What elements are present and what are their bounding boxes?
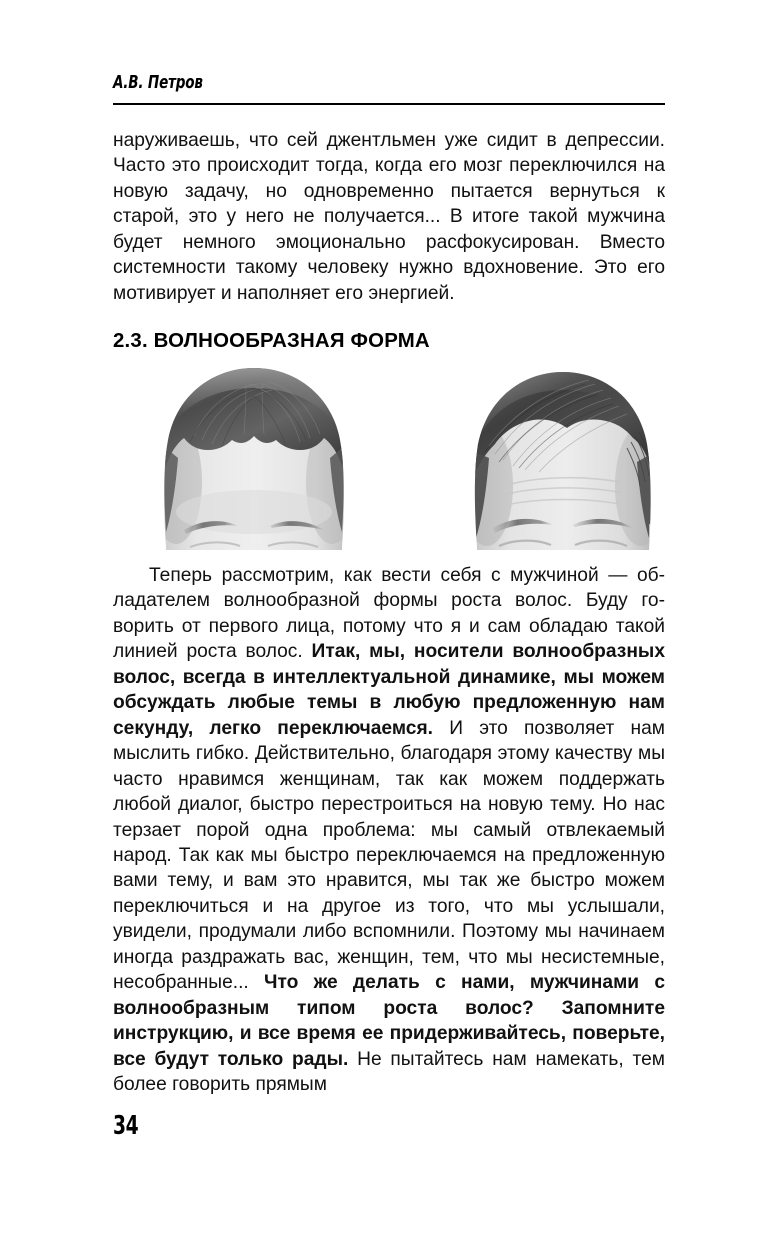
paragraph-main-part2: И это позволяет нам мыслить гибко. Действительно, благодаря этому качеству мы часто нравимся женщинам, так как можем поддержать любой диалог, быстро перестроиться на новую тему. Но нас терзает порой одна проблема: мы самый отвлекаемый народ. Так как мы быстро переключаемся на предложенную вами тему, и вам это нравится, мы так же быстро можем переключиться и на другое из того, что мы услышали, увидели, продумали либо вспомнили. Поэтому мы начинаем иногда раздражать вас, женщин, тем, что мы несистемные, несобранные... bbox=[113, 717, 665, 994]
figure-right-hairline-photo bbox=[455, 362, 667, 550]
folio bbox=[113, 1113, 145, 1139]
running-head-rule bbox=[113, 103, 665, 105]
section-heading: 2.3. ВОЛНООБРАЗНАЯ ФОРМА bbox=[113, 330, 430, 352]
paragraph-continuation: наруживаешь, что сей джентльмен уже сидит в депрессии. Часто это происходит тогда, когда его мозг переключился на новую задачу, но одновременно пытается вернуться к старой, это у него не получается... В итоге такой мужчина будет немного эмоционально расфокусирован. Вместо системности такому человеку нужно вдохновение. Это его мотивирует и наполняет его энергией. bbox=[113, 130, 665, 304]
paragraph-top-block bbox=[113, 128, 665, 306]
paragraph-main-block bbox=[113, 563, 665, 1098]
paragraph-main bbox=[113, 563, 665, 1098]
running-head-author: А.В. Петров bbox=[113, 73, 203, 93]
paragraph-main-bold1: Итак, мы, носители волнообразных волос, всегда в интеллектуальной динамике, мы можем обсуждать любые темы в любую предложенную нам секунду, легко переключаемся. bbox=[113, 641, 665, 739]
figure-left-hairline-photo bbox=[150, 362, 358, 550]
page-number: 34 bbox=[113, 1111, 139, 1141]
paragraph-main-part1: Теперь рассмотрим, как вести себя с мужчиной — обладателем волнообразной формы роста волос. Буду говорить от первого лица, потому что я и сам обладаю такой линией роста волос. bbox=[113, 565, 665, 663]
running-head bbox=[113, 74, 665, 92]
paragraph-main-bold2: Что же делать с нами, мужчинами с волнообразным типом роста волос? Запомните инструкцию, и все время ее придерживайтесь, поверьте, все будут только рады. bbox=[113, 972, 666, 1070]
figure-group bbox=[113, 362, 665, 550]
paragraph-main-part3: Не пытайтесь нам намекать, тем более говорить прямым bbox=[113, 1048, 665, 1096]
